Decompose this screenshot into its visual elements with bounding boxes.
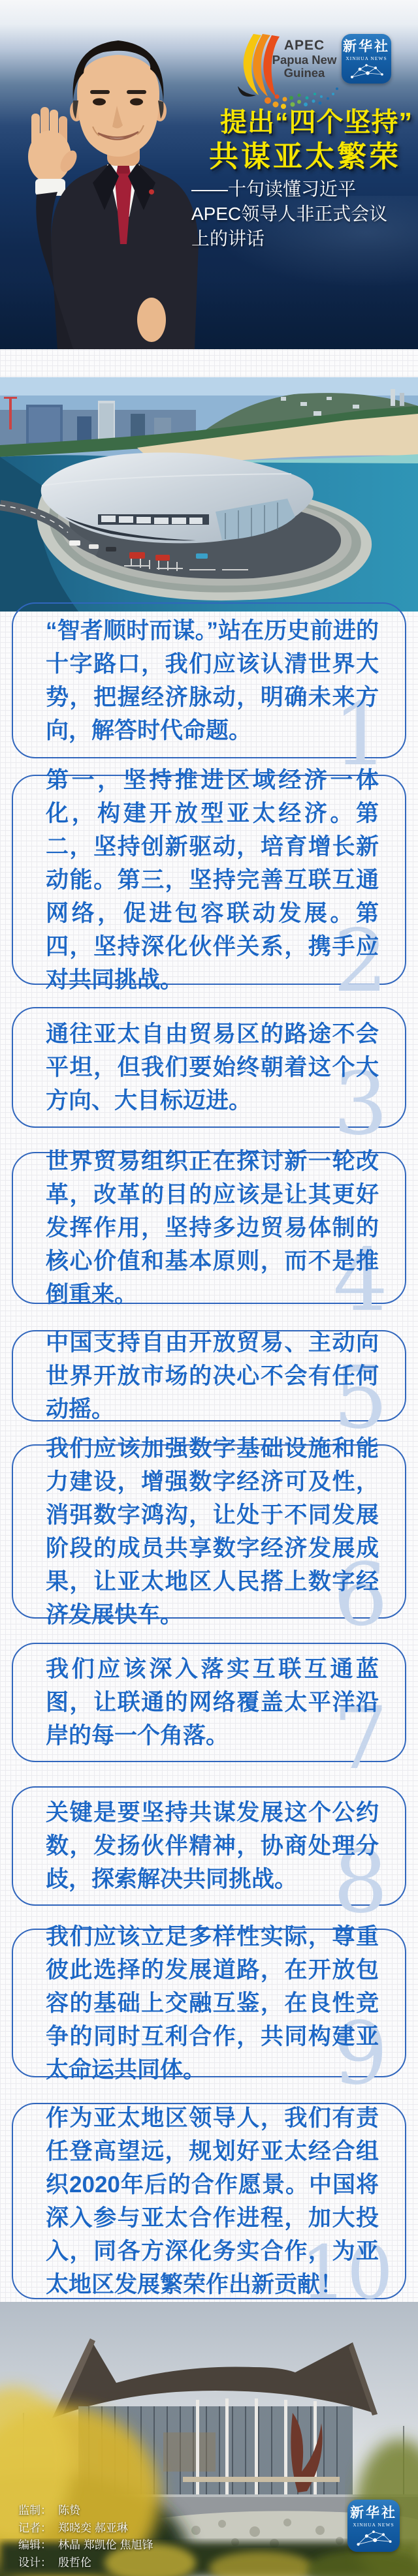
xinhua-logo-cn: 新华社 <box>350 2506 397 2521</box>
credit-line <box>18 2537 153 2554</box>
quote-number-watermark: 9 <box>333 2004 388 2104</box>
xinhua-news-app-icon <box>347 2500 400 2552</box>
quote-card <box>12 767 406 1012</box>
quote-number-watermark: 1 <box>333 685 388 785</box>
credit-value: 郑晓奕 郝亚琳 <box>58 2521 128 2534</box>
quote-card <box>12 2103 406 2316</box>
banner-title-line2: 共谋亚太繁荣 <box>208 140 401 173</box>
banner-subtitle-line2: APEC领导人非正式会议 <box>191 204 388 224</box>
xinhua-news-app-icon <box>342 34 391 84</box>
xinhua-network-icon <box>347 63 386 82</box>
xinhua-logo-en: XINHUA NEWS <box>353 2522 394 2528</box>
credit-value: 殷哲伦 <box>58 2556 91 2569</box>
quote-text: 第一，坚持推进区域经济一体化，构建开放型亚太经济。第二，坚持创新驱动，培育增长新动能。第三，坚持完善互联互通网络，促进包容联动发展。第四，坚持深化伙伴关系，携手应对共同挑战。 <box>46 767 379 993</box>
quote-text: 中国支持自由开放贸易、主动向世界开放市场的决心不会有任何动摇。 <box>46 1329 379 1422</box>
quote-card <box>12 1923 406 2104</box>
xinhua-logo-en: XINHUA NEWS <box>346 55 387 61</box>
quote-number-watermark: 3 <box>333 1054 388 1155</box>
quote-card <box>12 1007 406 1155</box>
apec-logo-line3: Guinea <box>283 66 325 80</box>
credit-value: 林晶 郑凯伦 焦旭锋 <box>58 2539 153 2551</box>
quote-card <box>12 602 406 785</box>
quote-text: 世界贸易组织正在探讨新一轮改革，改革的目的应该是让其更好发挥作用，坚持多边贸易体制的核心价值和基本原则，而不是推倒重来。 <box>46 1149 379 1307</box>
header-banner <box>0 0 418 349</box>
quote-card <box>12 1149 406 1331</box>
photo-apec-haus-aerial <box>0 377 418 612</box>
credit-label: 编辑： <box>18 2539 52 2551</box>
apec-logo-line2: Papua New <box>272 52 337 67</box>
banner-subtitle-line3: 上的讲话 <box>191 228 265 249</box>
quote-text: “智者顺时而谋。”站在历史前进的十字路口，我们应该认清世界大势，把握经济脉动，明确未来方向，解答时代命题。 <box>46 617 379 743</box>
credit-line <box>18 2554 153 2572</box>
quote-number-watermark: 2 <box>333 911 388 1012</box>
credit-label: 记者： <box>18 2521 52 2534</box>
banner-title-line1: 提出“四个坚持” <box>220 107 413 137</box>
credit-line <box>18 2502 153 2520</box>
quote-card <box>12 1329 406 1448</box>
xinhua-network-icon <box>353 2529 394 2550</box>
quote-text: 我们应该立足多样性实际，尊重彼此选择的发展道路，在开放包容的基础上交融互鉴，在良性竞争的同时互利合作，共同构建亚太命运共同体。 <box>46 1923 379 2083</box>
quote-text: 关键是要坚持共谋发展这个公约数，发扬伙伴精神，协商处理分歧，探索解决共同挑战。 <box>46 1800 379 1892</box>
credits-block <box>18 2502 153 2571</box>
quote-text: 我们应该加强数字基础设施和能力建设，增强数字经济可及性，消弭数字鸿沟，让处于不同发展阶段的成员共享数字经济发展成果，让亚太地区人民搭上数字经济发展快车。 <box>46 1435 379 1628</box>
quote-number-watermark: 6 <box>333 1545 388 1645</box>
xinhua-logo-cn: 新华社 <box>343 39 390 54</box>
quote-number-watermark: 10 <box>300 2231 393 2316</box>
quote-number-watermark: 5 <box>333 1348 388 1448</box>
quote-number-watermark: 7 <box>333 1688 388 1789</box>
apec-png-logo-text <box>270 38 339 80</box>
credit-line <box>18 2520 153 2537</box>
quote-card <box>12 1643 406 1789</box>
credit-value: 陈贽 <box>58 2504 80 2517</box>
quote-text: 通往亚太自由贸易区的路途不会平坦，但我们要始终朝着这个大方向、大目标迈进。 <box>46 1021 379 1113</box>
quote-number-watermark: 4 <box>333 1230 388 1331</box>
quote-number-watermark: 8 <box>333 1832 388 1932</box>
credit-label: 监制： <box>18 2504 52 2517</box>
quote-card <box>12 1435 406 1645</box>
banner-subtitle <box>191 177 387 251</box>
apec-logo-line1: APEC <box>283 38 325 53</box>
quote-text: 作为亚太地区领导人，我们有责任登高望远，规划好亚太经合组织2020年后的合作愿景。中国将深入参与亚太合作进程，加大投入，同各方深化务实合作，为亚太地区发展繁荣作出新贡献！ <box>46 2105 379 2297</box>
quote-text: 我们应该深入落实互联互通蓝图，让联通的网络覆盖太平洋沿岸的每一个角落。 <box>46 1656 379 1748</box>
quote-card <box>12 1786 406 1932</box>
banner-subtitle-line1: ——十句读懂习近平 <box>191 179 357 199</box>
credit-label: 设计： <box>18 2556 52 2569</box>
